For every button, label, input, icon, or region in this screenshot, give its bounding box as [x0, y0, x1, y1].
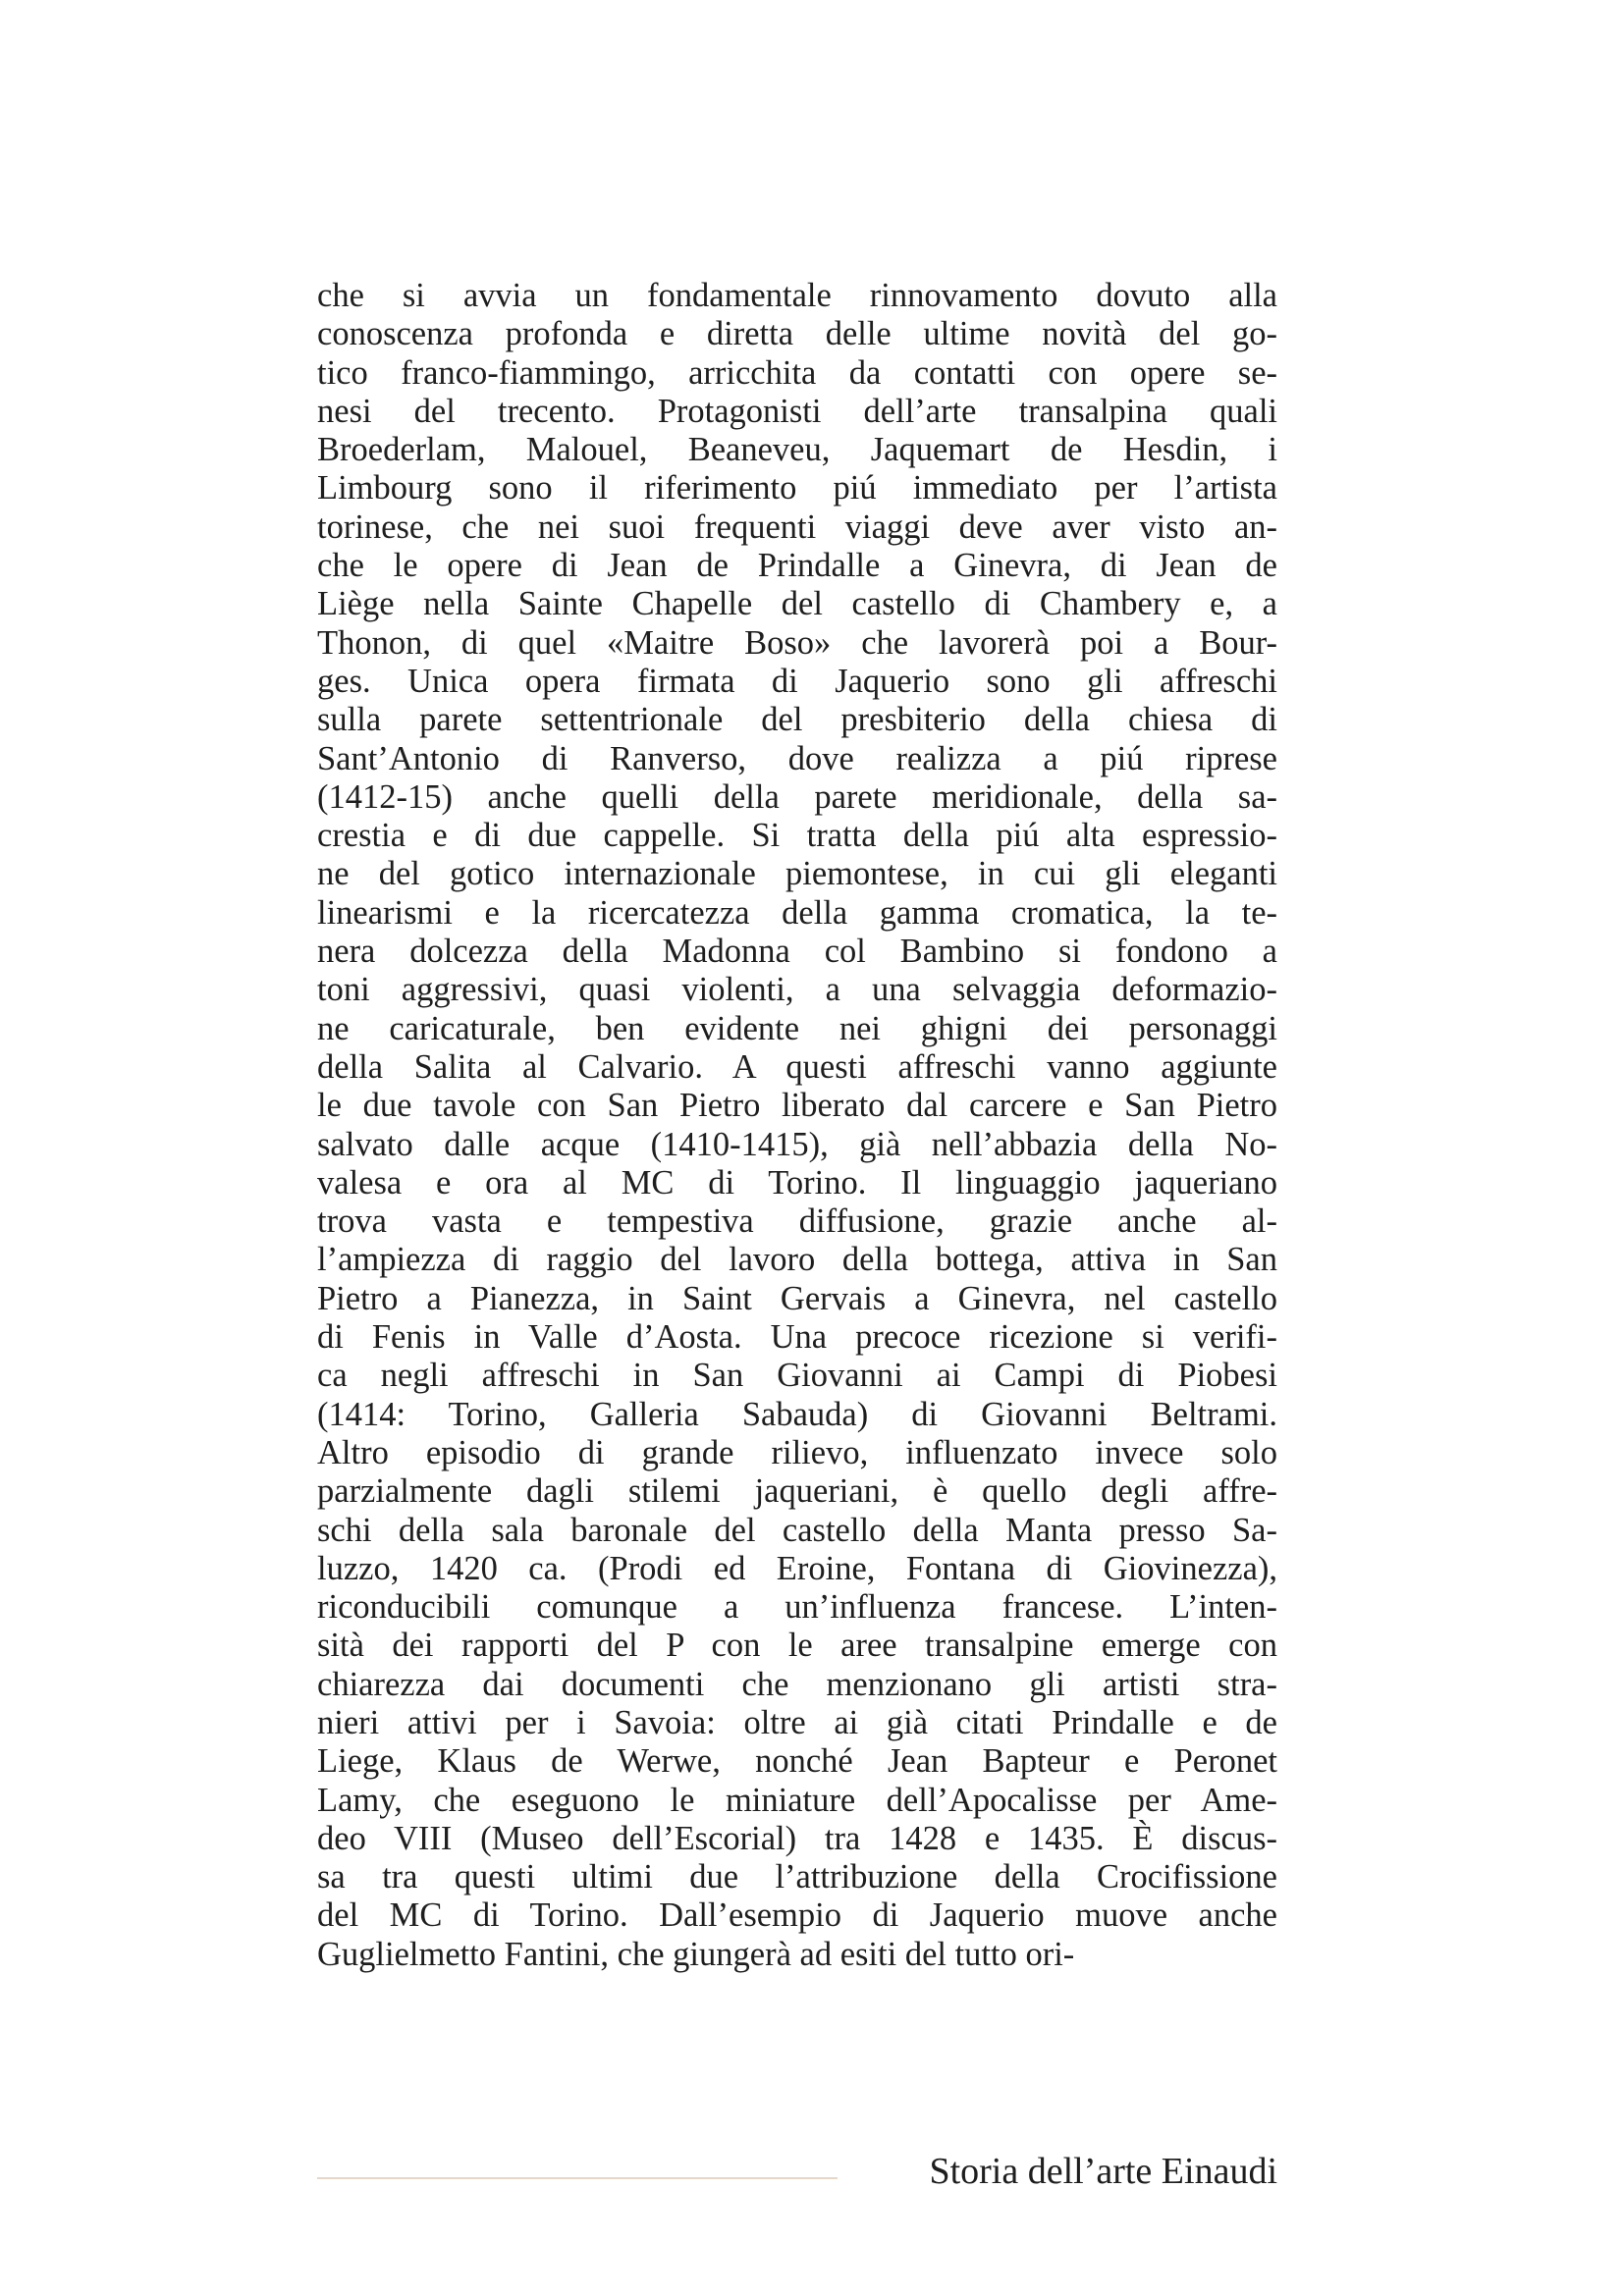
- text-line: Pietro a Pianezza, in Saint Gervais a Ginevra, nel castello: [317, 1279, 1277, 1317]
- text-line: valesa e ora al MC di Torino. Il linguaggio jaqueriano: [317, 1163, 1277, 1201]
- body-text: [317, 277, 1277, 1974]
- text-line: torinese, che nei suoi frequenti viaggi deve aver visto an-: [317, 507, 1277, 546]
- text-line: sa tra questi ultimi due l’attribuzione della Crocifissione: [317, 1858, 1277, 1896]
- text-line: deo VIII (Museo dell’Escorial) tra 1428 e 1435. È discus-: [317, 1819, 1277, 1857]
- text-line: Broederlam, Malouel, Beaneveu, Jaquemart de Hesdin, i: [317, 431, 1277, 469]
- text-line: Limbourg sono il riferimento piú immediato per l’artista: [317, 469, 1277, 507]
- text-line: tico franco-fiammingo, arricchita da contatti con opere se-: [317, 353, 1277, 392]
- text-line: schi della sala baronale del castello della Manta presso Sa-: [317, 1511, 1277, 1549]
- text-line: ne del gotico internazionale piemontese, in cui gli eleganti: [317, 855, 1277, 893]
- text-line: Lamy, che eseguono le miniature dell’Apocalisse per Ame-: [317, 1781, 1277, 1819]
- text-line: sulla parete settentrionale del presbiterio della chiesa di: [317, 701, 1277, 739]
- text-line: toni aggressivi, quasi violenti, a una selvaggia deformazio-: [317, 971, 1277, 1009]
- text-line: (1414: Torino, Galleria Sabauda) di Giovanni Beltrami.: [317, 1395, 1277, 1433]
- text-line: Thonon, di quel «Maitre Boso» che lavorerà poi a Bour-: [317, 623, 1277, 662]
- text-line: della Salita al Calvario. A questi affreschi vanno aggiunte: [317, 1047, 1277, 1086]
- text-line: parzialmente dagli stilemi jaqueriani, è quello degli affre-: [317, 1472, 1277, 1511]
- text-line: luzzo, 1420 ca. (Prodi ed Eroine, Fontana di Giovinezza),: [317, 1549, 1277, 1587]
- text-line: sità dei rapporti del P con le aree transalpine emerge con: [317, 1627, 1277, 1665]
- text-line: l’ampiezza di raggio del lavoro della bottega, attiva in San: [317, 1241, 1277, 1279]
- text-line: Liege, Klaus de Werwe, nonché Jean Bapteur e Peronet: [317, 1742, 1277, 1781]
- text-line: linearismi e la ricercatezza della gamma cromatica, la te-: [317, 893, 1277, 932]
- text-line: Altro episodio di grande rilievo, influenzato invece solo: [317, 1433, 1277, 1471]
- text-line: Liège nella Sainte Chapelle del castello di Chambery e, a: [317, 585, 1277, 623]
- text-line: nesi del trecento. Protagonisti dell’arte transalpina quali: [317, 392, 1277, 430]
- text-line: di Fenis in Valle d’Aosta. Una precoce ricezione si verifi-: [317, 1318, 1277, 1357]
- text-line: chiarezza dai documenti che menzionano gli artisti stra-: [317, 1665, 1277, 1703]
- text-line: conoscenza profonda e diretta delle ultime novità del go-: [317, 315, 1277, 353]
- text-line: ges. Unica opera firmata di Jaquerio sono gli affreschi: [317, 662, 1277, 700]
- text-line: ca negli affreschi in San Giovanni ai Campi di Piobesi: [317, 1357, 1277, 1395]
- text-line: che si avvia un fondamentale rinnovamento dovuto alla: [317, 277, 1277, 314]
- text-line: che le opere di Jean de Prindalle a Ginevra, di Jean de: [317, 547, 1277, 585]
- text-line: le due tavole con San Pietro liberato dal carcere e San Pietro: [317, 1087, 1277, 1125]
- text-line: riconducibili comunque a un’influenza francese. L’inten-: [317, 1588, 1277, 1627]
- text-line: del MC di Torino. Dall’esempio di Jaquerio muove anche: [317, 1896, 1277, 1935]
- text-line: ne caricaturale, ben evidente nei ghigni dei personaggi: [317, 1009, 1277, 1047]
- text-line: Guglielmetto Fantini, che giungerà ad esiti del tutto ori-: [317, 1935, 1075, 1973]
- text-line: crestia e di due cappelle. Si tratta della piú alta espressio-: [317, 817, 1277, 855]
- text-line: Sant’Antonio di Ranverso, dove realizza a piú riprese: [317, 739, 1277, 777]
- text-line: nera dolcezza della Madonna col Bambino si fondono a: [317, 933, 1277, 971]
- footer-title: Storia dell’arte Einaudi: [929, 2151, 1277, 2192]
- text-line: trova vasta e tempestiva diffusione, grazie anche al-: [317, 1202, 1277, 1241]
- text-line: (1412-15) anche quelli della parete meridionale, della sa-: [317, 777, 1277, 816]
- text-line: nieri attivi per i Savoia: oltre ai già citati Prindalle e de: [317, 1703, 1277, 1741]
- footer-rule: [317, 2177, 838, 2179]
- text-line: salvato dalle acque (1410-1415), già nell’abbazia della No-: [317, 1125, 1277, 1163]
